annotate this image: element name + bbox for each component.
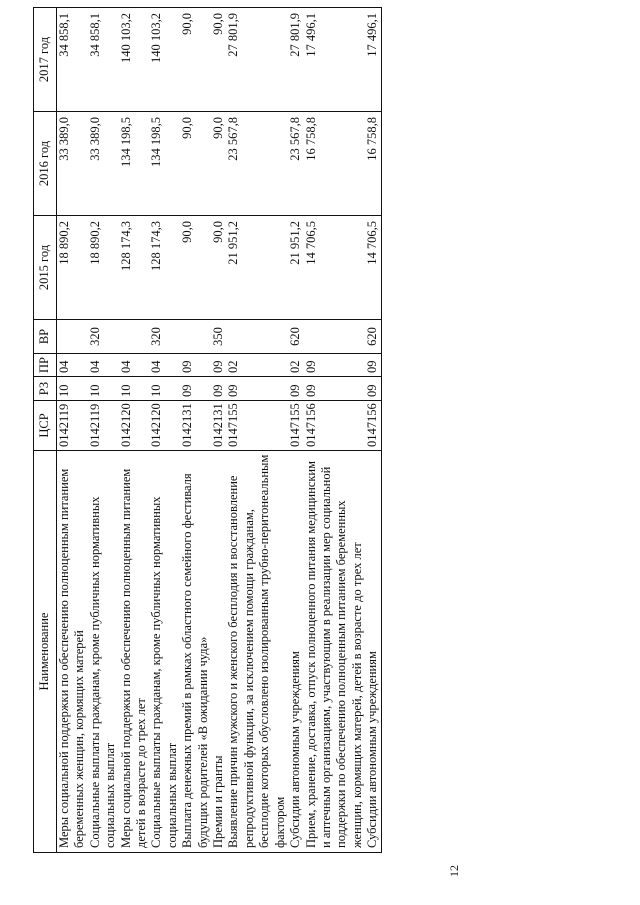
cell-2016: 16 758,8 bbox=[304, 112, 366, 216]
cell-csr: 0142120 bbox=[119, 401, 150, 451]
cell-vr bbox=[57, 320, 88, 354]
cell-name: Выплата денежных премий в рамках областного семейного фестиваля будущих родителей «В ожидании чуда» bbox=[180, 451, 211, 853]
page-number: 12 bbox=[447, 865, 461, 877]
cell-2015: 14 706,5 bbox=[304, 216, 366, 320]
cell-pr: 09 bbox=[211, 354, 226, 377]
cell-2017: 140 103,2 bbox=[149, 8, 180, 112]
cell-2015: 90,0 bbox=[180, 216, 211, 320]
cell-2017: 90,0 bbox=[211, 8, 226, 112]
cell-2016: 134 198,5 bbox=[119, 112, 150, 216]
cell-vr: 320 bbox=[149, 320, 180, 354]
cell-2016: 23 567,8 bbox=[226, 112, 288, 216]
table-row bbox=[304, 8, 366, 853]
cell-2016: 134 198,5 bbox=[149, 112, 180, 216]
cell-2016: 23 567,8 bbox=[288, 112, 303, 216]
cell-rz: 09 bbox=[211, 377, 226, 401]
cell-2016: 16 758,8 bbox=[365, 112, 381, 216]
cell-2017: 90,0 bbox=[180, 8, 211, 112]
cell-pr: 09 bbox=[304, 354, 366, 377]
cell-rz: 09 bbox=[288, 377, 303, 401]
cell-pr: 02 bbox=[226, 354, 288, 377]
cell-rz: 10 bbox=[149, 377, 180, 401]
cell-csr: 0142119 bbox=[88, 401, 119, 451]
cell-2015: 128 174,3 bbox=[149, 216, 180, 320]
cell-name: Выявление причин мужского и женского бесплодия и восстановление репродуктивной функции, за исключением помощи гражданам, бесплодие которых обусловлено изолированным трубно-перитонеальным фактором bbox=[226, 451, 288, 853]
cell-name: Прием, хранение, доставка, отпуск полноценного питания медицинским и аптечным организациям, участвующим в реализации мер социальной поддержки по обеспечению полноценным питанием беременных женщин, кормящих матерей, детей в возрасте до трех лет bbox=[304, 451, 366, 853]
cell-rz: 10 bbox=[88, 377, 119, 401]
cell-csr: 0147155 bbox=[288, 401, 303, 451]
table-row bbox=[211, 8, 226, 853]
header-2016: 2016 год bbox=[34, 112, 57, 216]
cell-pr: 04 bbox=[119, 354, 150, 377]
table-row bbox=[149, 8, 180, 853]
cell-2016: 90,0 bbox=[211, 112, 226, 216]
cell-csr: 0142131 bbox=[180, 401, 211, 451]
cell-2016: 90,0 bbox=[180, 112, 211, 216]
cell-2017: 17 496,1 bbox=[304, 8, 366, 112]
cell-vr bbox=[304, 320, 366, 354]
cell-2017: 34 858,1 bbox=[88, 8, 119, 112]
cell-2015: 18 890,2 bbox=[57, 216, 88, 320]
cell-pr: 04 bbox=[88, 354, 119, 377]
cell-2016: 33 389,0 bbox=[88, 112, 119, 216]
header-2017: 2017 год bbox=[34, 8, 57, 112]
cell-csr: 0142131 bbox=[211, 401, 226, 451]
cell-name: Премии и гранты bbox=[211, 451, 226, 853]
cell-vr bbox=[119, 320, 150, 354]
cell-name: Социальные выплаты гражданам, кроме публичных нормативных социальных выплат bbox=[88, 451, 119, 853]
cell-vr bbox=[180, 320, 211, 354]
cell-rz: 10 bbox=[57, 377, 88, 401]
cell-2015: 14 706,5 bbox=[365, 216, 381, 320]
cell-pr: 02 bbox=[288, 354, 303, 377]
table-row bbox=[226, 8, 288, 853]
cell-csr: 0147156 bbox=[304, 401, 366, 451]
header-rz: РЗ bbox=[34, 377, 57, 401]
cell-2015: 21 951,2 bbox=[226, 216, 288, 320]
cell-2017: 34 858,1 bbox=[57, 8, 88, 112]
cell-rz: 09 bbox=[180, 377, 211, 401]
table-row bbox=[88, 8, 119, 853]
cell-pr: 09 bbox=[365, 354, 381, 377]
cell-2016: 33 389,0 bbox=[57, 112, 88, 216]
header-vr: ВР bbox=[34, 320, 57, 354]
cell-name: Социальные выплаты гражданам, кроме публичных нормативных социальных выплат bbox=[149, 451, 180, 853]
table-row bbox=[57, 8, 88, 853]
cell-2017: 27 801,9 bbox=[226, 8, 288, 112]
cell-2015: 128 174,3 bbox=[119, 216, 150, 320]
header-csr: ЦСР bbox=[34, 401, 57, 451]
cell-2017: 27 801,9 bbox=[288, 8, 303, 112]
table-row bbox=[119, 8, 150, 853]
cell-pr: 04 bbox=[149, 354, 180, 377]
cell-rz: 09 bbox=[226, 377, 288, 401]
cell-csr: 0147155 bbox=[226, 401, 288, 451]
cell-2015: 90,0 bbox=[211, 216, 226, 320]
cell-vr: 620 bbox=[365, 320, 381, 354]
cell-2017: 17 496,1 bbox=[365, 8, 381, 112]
cell-csr: 0147156 bbox=[365, 401, 381, 451]
cell-name: Меры социальной поддержки по обеспечению полноценным питанием детей в возрасте до трех лет bbox=[119, 451, 150, 853]
table-row bbox=[288, 8, 303, 853]
cell-rz: 10 bbox=[119, 377, 150, 401]
cell-rz: 09 bbox=[365, 377, 381, 401]
cell-vr: 320 bbox=[88, 320, 119, 354]
cell-pr: 04 bbox=[57, 354, 88, 377]
table-row bbox=[365, 8, 381, 853]
table-header-row bbox=[34, 8, 57, 853]
header-name: Наименование bbox=[34, 451, 57, 853]
cell-name: Субсидии автономным учреждениям bbox=[365, 451, 381, 853]
cell-vr: 620 bbox=[288, 320, 303, 354]
cell-rz: 09 bbox=[304, 377, 366, 401]
cell-name: Субсидии автономным учреждениям bbox=[288, 451, 303, 853]
cell-2017: 140 103,2 bbox=[119, 8, 150, 112]
table-row bbox=[180, 8, 211, 853]
cell-csr: 0142119 bbox=[57, 401, 88, 451]
cell-csr: 0142120 bbox=[149, 401, 180, 451]
cell-pr: 09 bbox=[180, 354, 211, 377]
budget-table bbox=[33, 7, 382, 853]
cell-vr: 350 bbox=[211, 320, 226, 354]
cell-2015: 21 951,2 bbox=[288, 216, 303, 320]
header-2015: 2015 год bbox=[34, 216, 57, 320]
cell-name: Меры социальной поддержки по обеспечению полноценным питанием беременных женщин, кормящих матерей bbox=[57, 451, 88, 853]
cell-2015: 18 890,2 bbox=[88, 216, 119, 320]
header-pr: ПР bbox=[34, 354, 57, 377]
cell-vr bbox=[226, 320, 288, 354]
